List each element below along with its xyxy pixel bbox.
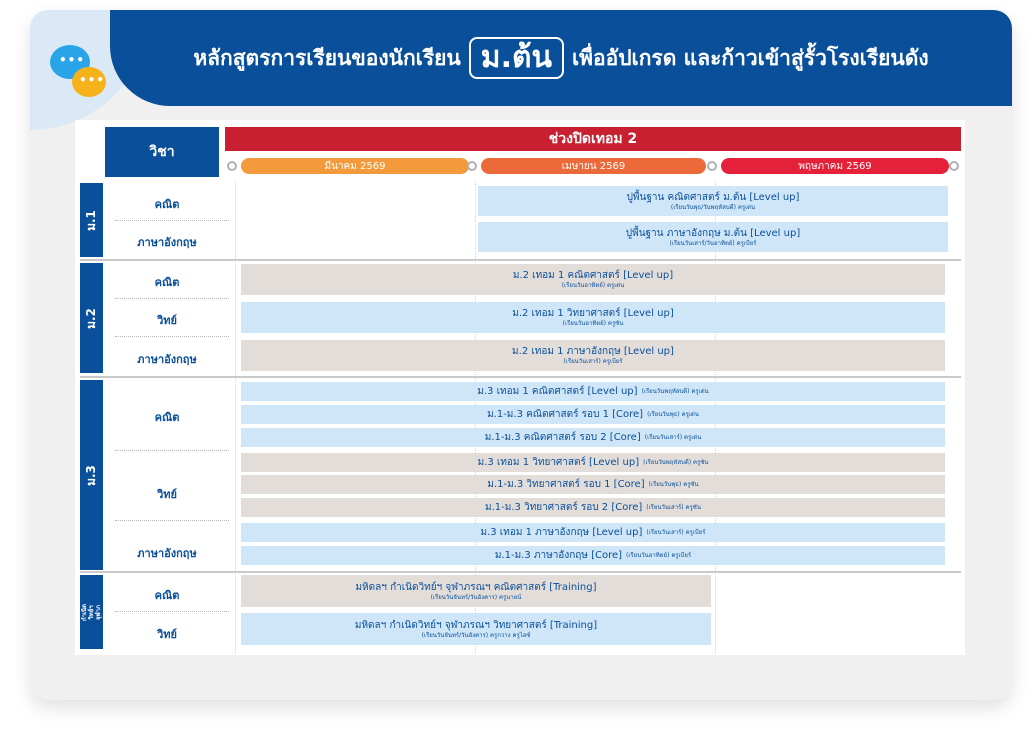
course-bar: ปูพื้นฐาน คณิตศาสตร์ ม.ต้น [Level up] (เรียนวันพุธ/วันพฤหัสบดี) ครูเด่น xyxy=(478,186,948,216)
month-april: เมษายน 2569 xyxy=(481,158,706,174)
title-highlight: ม.ต้น xyxy=(469,37,564,79)
row-divider xyxy=(115,220,229,221)
subject-label: คณิต xyxy=(154,589,180,602)
subject-label: วิทย์ xyxy=(157,488,177,501)
subject-label: ภาษาอังกฤษ xyxy=(137,547,197,560)
course-bar: ม.1-ม.3 วิทยาศาสตร์ รอบ 1 [Core] (เรียนวันพุธ) ครูซัน xyxy=(241,475,945,494)
timeline-circle-icon xyxy=(227,161,237,171)
course-bar: ปูพื้นฐาน ภาษาอังกฤษ ม.ต้น [Level up] (เรียนวันเสาร์/วันอาทิตย์) ครูเบียร์ xyxy=(478,222,948,252)
subject-label: วิทย์ xyxy=(157,628,177,641)
course-bar: ม.3 เทอม 1 ภาษาอังกฤษ [Level up] (เรียนวันเสาร์) ครูเบียร์ xyxy=(241,523,945,542)
timeline-circle-icon xyxy=(467,161,477,171)
row-divider xyxy=(115,450,229,451)
level-m2: ม.2 xyxy=(80,263,103,373)
period-header: ช่วงปิดเทอม 2 xyxy=(225,127,961,151)
month-may: พฤษภาคม 2569 xyxy=(721,158,949,174)
section-divider xyxy=(80,259,961,261)
subject-label: คณิต xyxy=(154,198,180,211)
page-title xyxy=(193,37,928,79)
course-bar: มหิดลฯ กำเนิดวิทย์ฯ จุฬาภรณฯ วิทยาศาสตร์ [Training] (เรียนวันจันทร์/วันอังคาร) ครูกวาง ครูไอซ์ xyxy=(241,613,711,645)
subject-label: ภาษาอังกฤษ xyxy=(137,236,197,249)
dots-icon: ••• xyxy=(59,53,86,67)
subject-label: วิทย์ xyxy=(157,314,177,327)
course-bar: ม.1-ม.3 คณิตศาสตร์ รอบ 1 [Core] (เรียนวันพุธ) ครูเด่น xyxy=(241,405,945,424)
title-suffix: เพื่ออัปเกรด และก้าวเข้าสู่รั้วโรงเรียนดัง xyxy=(571,45,929,70)
chat-bubbles-icon xyxy=(50,45,110,105)
subject-header: วิชา xyxy=(105,127,219,177)
course-bar: ม.3 เทอม 1 คณิตศาสตร์ [Level up] (เรียนวันพฤหัสบดี) ครูเด่น xyxy=(241,382,945,401)
subject-label: คณิต xyxy=(154,276,180,289)
course-bar: ม.1-ม.3 คณิตศาสตร์ รอบ 2 [Core] (เรียนวันเสาร์) ครูเด่น xyxy=(241,428,945,447)
grid-line xyxy=(235,180,236,653)
schedule-table xyxy=(75,120,965,655)
course-bar: ม.2 เทอม 1 วิทยาศาสตร์ [Level up] (เรียนวันอาทิตย์) ครูซัน xyxy=(241,302,945,333)
course-bar: ม.2 เทอม 1 คณิตศาสตร์ [Level up] (เรียนวันอาทิตย์) ครูเด่น xyxy=(241,264,945,295)
title-prefix: หลักสูตรการเรียนของนักเรียน xyxy=(193,45,461,70)
row-divider xyxy=(115,611,229,612)
timeline-circle-icon xyxy=(949,161,959,171)
course-bar: ม.1-ม.3 วิทยาศาสตร์ รอบ 2 [Core] (เรียนวันเสาร์) ครูซัน xyxy=(241,498,945,517)
level-m1: ม.1 xyxy=(80,183,103,257)
timeline-circle-icon xyxy=(707,161,717,171)
row-divider xyxy=(115,336,229,337)
course-bar: มหิดลฯ กำเนิดวิทย์ฯ จุฬาภรณฯ คณิตศาสตร์ [Training] (เรียนวันจันทร์/วันอังคาร) ครูนายน์ xyxy=(241,575,711,607)
section-divider xyxy=(80,571,961,573)
section-divider xyxy=(80,376,961,378)
dots-icon: ••• xyxy=(79,73,106,87)
title-banner xyxy=(110,10,1012,106)
row-divider xyxy=(115,520,229,521)
month-march: มีนาคม 2569 xyxy=(241,158,469,174)
course-bar: ม.2 เทอม 1 ภาษาอังกฤษ [Level up] (เรียนวันเสาร์) ครูเบียร์ xyxy=(241,340,945,371)
course-bar: ม.1-ม.3 ภาษาอังกฤษ [Core] (เรียนวันอาทิตย์) ครูเบียร์ xyxy=(241,546,945,565)
level-special-schools: มหิดลฯ กำเนิดวิทย์ฯ จุฬาภรณฯ xyxy=(80,575,103,649)
row-divider xyxy=(115,298,229,299)
subject-label: คณิต xyxy=(154,411,180,424)
subject-label: ภาษาอังกฤษ xyxy=(137,353,197,366)
course-bar: ม.3 เทอม 1 วิทยาศาสตร์ [Level up] (เรียนวันพฤหัสบดี) ครูซัน xyxy=(241,453,945,472)
level-m3: ม.3 xyxy=(80,380,103,570)
